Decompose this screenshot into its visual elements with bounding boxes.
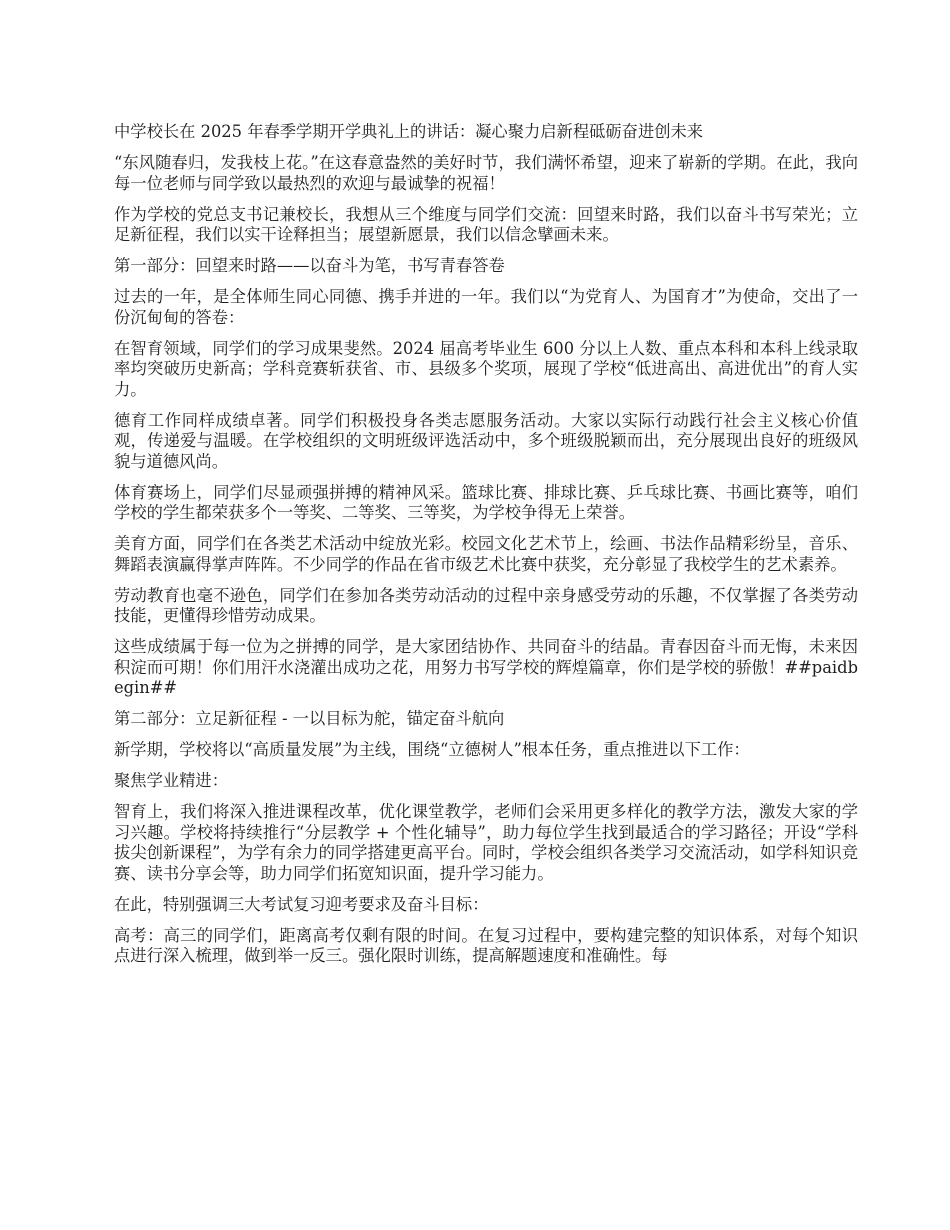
paragraph-exam-emphasis: 在此，特别强调三大考试复习迎考要求及奋斗目标： bbox=[114, 894, 489, 914]
document-page bbox=[114, 122, 858, 977]
paragraph-intro: 作为学校的党总支书记兼校长，我想从三个维度与同学们交流：回望来时路，我们以奋斗书写荣光；立足新征程，我们以实干诠释担当；展望新愿景，我们以信念擘画未来。 bbox=[114, 204, 858, 244]
subheading-academic-focus: 聚焦学业精进： bbox=[114, 771, 228, 790]
paragraph-sports: 体育赛场上，同学们尽显顽强拼搏的精神风采。篮球比赛、排球比赛、乒乓球比赛、书画比赛等，咱们学校的学生都荣获多个一等奖、二等奖、三等奖，为学校争得无上荣誉。 bbox=[114, 482, 858, 522]
section-heading-part-two: 第二部分：立足新征程 - 一以目标为舵，锚定奋斗航向 bbox=[114, 709, 505, 728]
paragraph-gaokao: 高考：高三的同学们，距离高考仅剩有限的时间。在复习过程中，要构建完整的知识体系，对每个知识点进行深入梳理，做到举一反三。强化限时训练，提高解题速度和准确性。每 bbox=[114, 925, 858, 965]
paragraph-opening-verse: “东风随春归，发我枝上花。”在这春意盎然的美好时节，我们满怀希望，迎来了崭新的学期。在此，我向每一位老师与同学致以最热烈的欢迎与最诚挚的祝福！ bbox=[114, 153, 858, 193]
paragraph-new-semester: 新学期，学校将以“高质量发展”为主线，围绕“立德树人”根本任务，重点推进以下工作： bbox=[114, 740, 750, 759]
document-title: 中学校长在 2025 年春季学期开学典礼上的讲话：凝心聚力启新程砥砺奋进创未来 bbox=[114, 122, 704, 141]
paragraph-arts: 美育方面，同学们在各类艺术活动中绽放光彩。校园文化艺术节上，绘画、书法作品精彩纷呈，音乐、舞蹈表演赢得掌声阵阵。不少同学的作品在省市级艺术比赛中获奖，充分彰显了我校学生的艺术素养。 bbox=[114, 534, 858, 574]
section-heading-part-one: 第一部分：回望来时路——以奋斗为笔，书写青春答卷 bbox=[114, 256, 505, 275]
paragraph-past-year: 过去的一年，是全体师生同心同德、携手并进的一年。我们以“为党育人、为国育才”为使命，交出了一份沉甸甸的答卷： bbox=[114, 287, 858, 327]
paragraph-labor: 劳动教育也毫不逊色，同学们在参加各类劳动活动的过程中亲身感受劳动的乐趣，不仅掌握了各类劳动技能，更懂得珍惜劳动成果。 bbox=[114, 585, 858, 625]
paragraph-moral-education: 德育工作同样成绩卓著。同学们积极投身各类志愿服务活动。大家以实际行动践行社会主义核心价值观，传递爱与温暖。在学校组织的文明班级评选活动中，多个班级脱颖而出，充分展现出良好的班级风貌与道德风尚。 bbox=[114, 410, 858, 471]
paragraph-academics: 在智育领域，同学们的学习成果斐然。2024 届高考毕业生 600 分以上人数、重点本科和本科上线录取率均突破历史新高；学科竞赛斩获省、市、县级多个奖项，展现了学校“低进高出、高进优出”的育人实力。 bbox=[114, 338, 858, 399]
paragraph-curriculum-reform: 智育上，我们将深入推进课程改革，优化课堂教学，老师们会采用更多样化的教学方法，激发大家的学习兴趣。学校将持续推行“分层教学 + 个性化辅导”，助力每位学生找到最适合的学习路径；开设“学科拔尖创新课程”，为学有余力的同学搭建更高平台。同时，学校会组织各类学习交流活动，如学科知识竞赛、读书分享会等，助力同学们拓宽知识面，提升学习能力。 bbox=[114, 802, 858, 883]
paragraph-achievements: 这些成绩属于每一位为之拼搏的同学，是大家团结协作、共同奋斗的结晶。青春因奋斗而无悔，未来因积淀而可期！你们用汗水浇灌出成功之花，用努力书写学校的辉煌篇章，你们是学校的骄傲！##paidbegin## bbox=[114, 637, 858, 697]
